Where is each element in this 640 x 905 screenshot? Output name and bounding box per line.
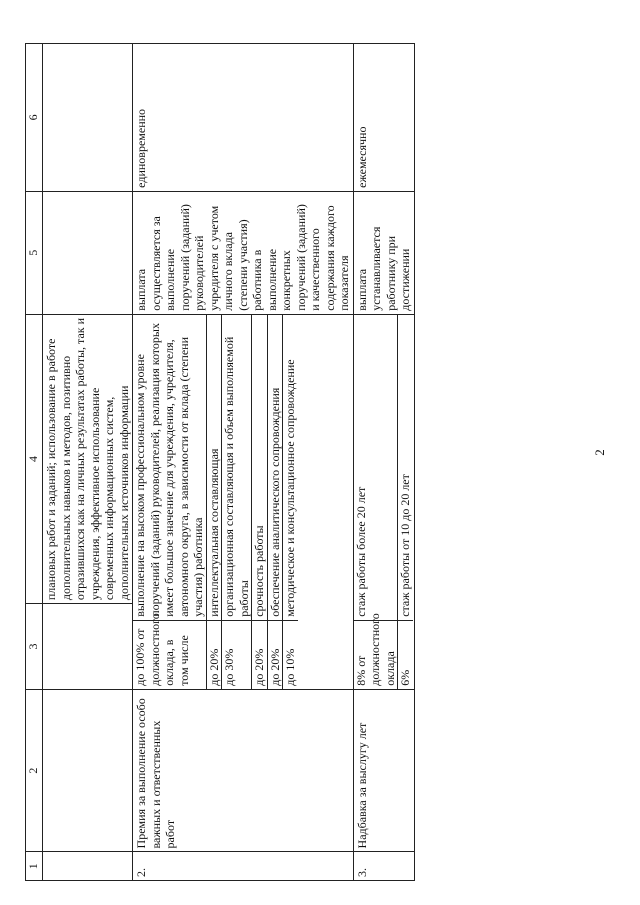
payment-name: Надбавка за выслугу лет (353, 689, 414, 852)
sub-criterion-percent: до 20% (268, 620, 283, 689)
payment-frequency: ежемесячно (353, 44, 414, 192)
row-number: 3. (353, 852, 414, 881)
cont-condition-cell: плановых работ и заданий; использование в работе дополнительных навыков и методов, позитивно отразившихся как на личных результатах работы, так и учреждения, эффективное использование современных информационных систем, дополнительных источников информации (43, 314, 133, 603)
header-col-4: 4 (26, 314, 43, 603)
header-col-6: 6 (26, 44, 43, 192)
amount-and-condition-cell (133, 314, 354, 689)
cont-amount-cell (43, 604, 133, 690)
seniority-condition: стаж работы от 10 до 20 лет (398, 474, 412, 617)
header-col-1: 1 (26, 852, 43, 881)
sub-criterion-text: обеспечение аналитического сопровождения (267, 387, 282, 617)
sub-criterion-text: методическое и консультационное сопровождение (283, 359, 297, 617)
amount-and-condition-cell (353, 314, 414, 689)
sub-criterion-percent: до 20% (207, 620, 222, 689)
table-row-continuation (43, 44, 133, 881)
seniority-tier (354, 315, 398, 689)
table-row-bonus (133, 44, 354, 881)
seniority-condition: стаж работы более 20 лет (354, 315, 398, 621)
row-number: 2. (133, 852, 354, 881)
seniority-tier (397, 315, 413, 689)
payment-method: выплата осуществляется за выполнение поручений (заданий) руководителей учредителя с учетом личного вклада (степени участия) работника в выполнение конкретных поручений (заданий) и качественного содержания каждого показателя (133, 191, 354, 314)
payment-method: выплата устанавливается работнику при достижении (353, 191, 414, 314)
header-col-5: 5 (26, 191, 43, 314)
page-number: 2 (592, 449, 607, 456)
payment-name: Премия за выполнение особо важных и ответственных работ (133, 689, 354, 852)
seniority-percent: 6% (398, 620, 413, 689)
bonus-table (25, 43, 415, 881)
sub-criterion (221, 315, 251, 689)
sub-criterion-text: интеллектуальная составляющая (206, 448, 221, 617)
sub-criterion-percent: до 10% (283, 620, 298, 689)
cont-frequency-cell (43, 44, 133, 192)
cont-name-cell (43, 689, 133, 852)
sub-criterion (282, 315, 298, 689)
header-col-2: 2 (26, 689, 43, 852)
header-row (26, 44, 43, 881)
sub-criterion-percent: до 20% (252, 620, 267, 689)
header-col-3: 3 (26, 604, 43, 690)
sub-criterion-text: срочность работы (252, 525, 266, 617)
sub-criterion-percent: до 30% (222, 620, 251, 689)
seniority-percent: 8% от должностного оклада (353, 613, 397, 686)
payment-frequency: единовременно (133, 44, 354, 192)
cont-num-cell (43, 852, 133, 881)
sub-criterion (206, 315, 222, 689)
sub-criterion-text: организационная составляющая и объем выполняемой работы (222, 336, 251, 617)
sub-criterion (251, 315, 267, 689)
cont-method-cell (43, 191, 133, 314)
sub-criterion (267, 315, 283, 689)
table-row-seniority (353, 44, 414, 881)
total-amount: до 100% от должностного оклада, в том числе (133, 613, 191, 686)
main-condition: выполнение на высоком профессиональном уровне поручений (заданий) руководителей, реализация которых имеет большое значение для учреждения, учредителя, автономного округа, в зависимости от вклада (степени участия) работника (133, 315, 206, 621)
main-condition-block (133, 315, 206, 689)
